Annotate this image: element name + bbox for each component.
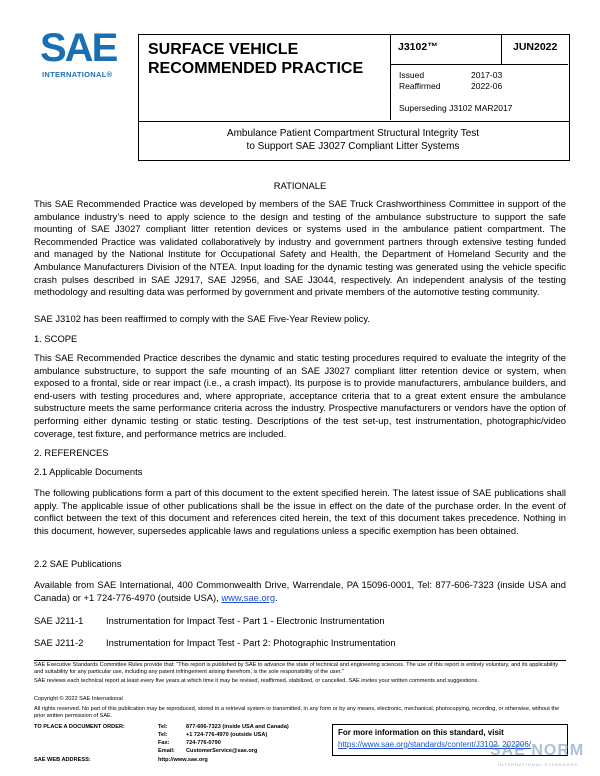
sae-logo: SAE <box>40 26 117 70</box>
applicable-documents-heading: 2.1 Applicable Documents <box>34 466 143 477</box>
reference-number: SAE J211-2 <box>34 637 84 648</box>
sae-publications-text: Available from SAE International, 400 Commonwealth Drive, Warrendale, PA 15096-0001, Tel: 877-606-7323 (inside USA and Canada) or +1 724-776-4970 (outside USA), <box>34 579 566 603</box>
header-divider <box>390 34 391 120</box>
document-type <box>148 40 363 78</box>
applicable-documents-paragraph: The following publications form a part of this document to the extent specified herein. The latest issue of SAE publications shall apply. The applicable issue of other publications shall be the issue in effect on the date of the purchase order. In the event of conflict between the text of this document and references cited herein, the text of this document takes precedence. Nothing in this document, however, supersedes applicable laws and regulations unless a specific exemption has been obtained. <box>34 487 566 536</box>
fax-value: 724-776-0790 <box>186 740 221 746</box>
document-title <box>138 127 568 153</box>
reaffirmed-label: Reaffirmed <box>399 81 441 91</box>
document-date: JUN2022 <box>513 41 558 53</box>
reference-item <box>34 615 566 628</box>
document-number: J3102™ <box>398 41 438 53</box>
sae-website-link[interactable]: www.sae.org <box>221 591 276 603</box>
sae-logo-subtitle: INTERNATIONAL® <box>42 70 113 79</box>
footer-rules-text: SAE Executive Standards Committee Rules provide that: “This report is published by SAE to advance the state of technical and engineering sciences. The use of this report is entirely voluntary, and its applicability and suitability for any particular use, including any patent infringement arising therefrom, is the sole responsibility of the user.” <box>34 662 559 676</box>
tel1-value: 877-606-7323 (inside USA and Canada) <box>186 724 289 730</box>
footer-rights-text: All rights reserved. No part of this publication may be reproduced, stored in a retrieval system or transmitted, in any form or by any means, electronic, mechanical, photocopying, recording, or otherwise, without the prior written permission of SAE. <box>34 706 560 720</box>
sae-publications-paragraph <box>34 579 566 604</box>
issued-label: Issued <box>399 70 425 80</box>
reference-title: Instrumentation for Impact Test - Part 1 - Electronic Instrumentation <box>106 615 385 626</box>
rationale-paragraph: This SAE Recommended Practice was developed by members of the SAE Truck Crashworthiness Committee in support of the ambulance industry’s need to apply science to the design and testing of the ambulance substructure to support the safe mounting of SAE J3027 compliant litter retention devices or systems used in the ambulance patient compartment. The Recommended Practice was validated collaboratively by industry and government partners through extensive testing funded and managed by the National Institute for Occupational Safety and Health, the Department of Homeland Security and the Ambulance Manufacturers Division of the NTEA. Input loading for the dynamic testing was generated using the vehicle specific crash pulses described in SAE J2917, SAE J2956, and SAE J3044, respectively. An independent analysis of the testing methodology and resulting data was performed by government and private members of the automotive testing community. <box>34 198 566 298</box>
scope-paragraph: This SAE Recommended Practice describes the dynamic and static testing procedures required to evaluate the integrity of the ambulance substructure, to support the safe mounting of an SAE J3027 compliant litter retention device or system, when exposed to a frontal, side or rear impact (i.e., a crash impact). Its purpose is to provide manufacturers, ambulance builders, and end-users with testing procedures and, where appropriate, acceptance criteria that to a great extent ensure the ambulance substructure meets the same performance criteria across the industry. Prospective manufacturers or vendors have the option of performing either dynamic testing or static testing. Descriptions of the test set-up, test instrumentation, photographic/video coverage, test fixture, and performance metrics are included. <box>34 352 566 439</box>
header-divider <box>501 34 502 64</box>
email-label: Email: <box>158 748 175 754</box>
standard-link[interactable]: https://www.sae.org/standards/content/J3102_202206/ <box>338 740 532 749</box>
fax-label: Fax: <box>158 740 170 746</box>
reaffirmed-note: SAE J3102 has been reaffirmed to comply with the SAE Five-Year Review policy. <box>34 313 370 324</box>
sae-publications-heading: 2.2 SAE Publications <box>34 558 122 569</box>
reference-number: SAE J211-1 <box>34 615 84 626</box>
tel2-label: Tel: <box>158 732 168 738</box>
reference-title: Instrumentation for Impact Test - Part 2: Photographic Instrumentation <box>106 637 396 648</box>
document-title-line: Ambulance Patient Compartment Structural Integrity Test <box>226 128 480 139</box>
reaffirmed-value: 2022-06 <box>471 81 503 91</box>
web-address-value[interactable]: http://www.sae.org <box>158 757 208 763</box>
document-type-line: RECOMMENDED PRACTICE <box>148 60 364 77</box>
superseding: Superseding J3102 MAR2017 <box>399 103 513 113</box>
watermark: SAE NORM <box>490 742 585 759</box>
issued-value: 2017-03 <box>471 70 503 80</box>
tel1-label: Tel: <box>158 724 168 730</box>
scope-heading: 1. SCOPE <box>34 333 78 344</box>
rationale-heading: RATIONALE <box>273 180 327 191</box>
footer-review-text: SAE reviews each technical report at least every five years at which time it may be revised, reaffirmed, stabilized, or cancelled. SAE invites your written comments and suggestions. <box>34 678 479 684</box>
footer-copyright: Copyright © 2022 SAE International <box>34 696 123 702</box>
reference-item <box>34 637 566 650</box>
header-divider <box>390 64 568 65</box>
references-heading: 2. REFERENCES <box>34 447 109 458</box>
document-type-line: SURFACE VEHICLE <box>148 41 299 58</box>
tel2-value: +1 724-776-4970 (outside USA) <box>186 732 268 738</box>
order-label: TO PLACE A DOCUMENT ORDER: <box>34 724 125 730</box>
footer-rule <box>34 660 566 661</box>
email-value[interactable]: CustomerService@sae.org <box>186 748 258 754</box>
watermark-subtitle: INTERNATIONAL STANDARDS <box>498 762 579 767</box>
sae-publications-end: . <box>275 591 278 603</box>
document-title-line: to Support SAE J3027 Compliant Litter Systems <box>246 141 460 152</box>
web-address-label: SAE WEB ADDRESS: <box>34 757 91 763</box>
more-info-heading: For more information on this standard, visit <box>338 728 504 737</box>
